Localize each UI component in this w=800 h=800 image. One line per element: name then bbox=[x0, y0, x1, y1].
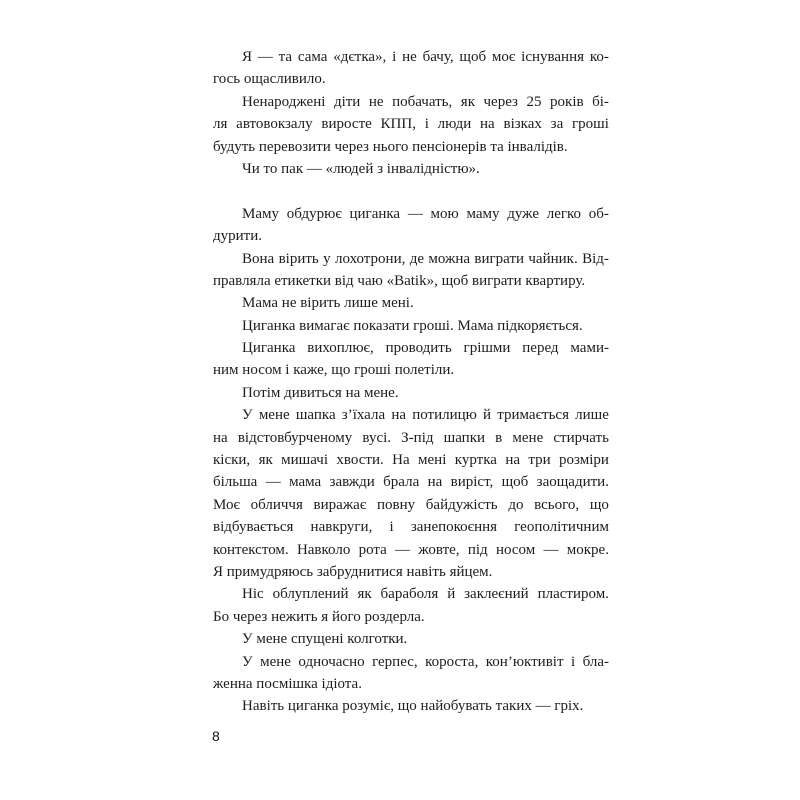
word: виражає bbox=[313, 496, 367, 513]
text-line: будуть перевозити через нього пенсіонерів та інвалідів. bbox=[213, 138, 568, 155]
word: герпес, bbox=[372, 653, 418, 670]
word: ля bbox=[213, 116, 228, 133]
text-line bbox=[213, 404, 609, 426]
word: мене bbox=[258, 407, 290, 424]
word: на bbox=[505, 452, 520, 469]
word: проводить bbox=[385, 340, 452, 357]
paragraph bbox=[213, 651, 609, 696]
paragraph bbox=[213, 46, 609, 91]
text-line bbox=[213, 583, 609, 605]
word: візках bbox=[503, 116, 542, 133]
text-line bbox=[213, 46, 609, 68]
word: що bbox=[589, 496, 609, 513]
word: обличчя bbox=[250, 496, 303, 513]
word: шапки bbox=[443, 429, 486, 446]
word: стирчать bbox=[553, 429, 609, 446]
word: розміри bbox=[559, 452, 609, 469]
word: лише bbox=[575, 407, 609, 424]
word: з’їхала bbox=[341, 407, 386, 424]
word: Циганка bbox=[242, 340, 296, 357]
word: у bbox=[323, 250, 331, 267]
word: автовокзалу bbox=[236, 116, 313, 133]
word: відбувається bbox=[213, 519, 294, 536]
word: — bbox=[257, 49, 273, 65]
word: Я bbox=[242, 49, 253, 65]
text-line: женна посмішка ідіота. bbox=[213, 675, 362, 692]
word: мене bbox=[512, 429, 544, 446]
paragraph bbox=[213, 292, 609, 314]
word: виграти bbox=[474, 250, 525, 267]
text-line bbox=[213, 539, 609, 561]
text-line bbox=[213, 427, 609, 449]
text-block bbox=[213, 46, 609, 718]
word: куртка bbox=[454, 452, 497, 469]
text-line bbox=[213, 248, 609, 270]
word: бараболя bbox=[380, 586, 439, 603]
word: бі- bbox=[592, 93, 609, 110]
word: короста, bbox=[425, 653, 479, 670]
word: бачу, bbox=[422, 49, 454, 65]
word: тримається bbox=[497, 407, 569, 424]
word: завжди bbox=[329, 474, 375, 491]
word: бла- bbox=[582, 653, 609, 670]
word: діти bbox=[333, 93, 361, 110]
word: кіски, bbox=[213, 452, 251, 469]
paragraph bbox=[213, 628, 609, 650]
word: «дєтка», bbox=[333, 49, 387, 65]
word: люди bbox=[437, 116, 472, 133]
word: носом bbox=[495, 541, 536, 558]
paragraph bbox=[213, 203, 609, 248]
word: дуже bbox=[507, 205, 539, 222]
word: заощадити. bbox=[536, 474, 609, 491]
word: чайник. bbox=[528, 250, 578, 267]
paragraph bbox=[213, 337, 609, 382]
word: брала bbox=[383, 474, 420, 491]
word: облуплений bbox=[272, 586, 349, 603]
text-line: гось ощасливило. bbox=[213, 71, 326, 88]
word: і bbox=[389, 519, 394, 536]
word: на bbox=[213, 429, 228, 446]
word: повну bbox=[376, 496, 416, 513]
word: обдурює bbox=[286, 205, 342, 222]
word: мама bbox=[289, 474, 322, 491]
word: циганка bbox=[349, 205, 401, 222]
word: На bbox=[392, 452, 410, 469]
word: моє bbox=[491, 49, 516, 65]
word: виросте bbox=[321, 116, 372, 133]
word: грішми bbox=[463, 340, 511, 357]
word: Від- bbox=[582, 250, 609, 267]
word: як bbox=[460, 93, 475, 110]
paragraph bbox=[213, 583, 609, 628]
word: і bbox=[424, 116, 429, 133]
paragraph bbox=[213, 315, 609, 337]
word: пластиром. bbox=[537, 586, 609, 603]
word: під bbox=[467, 541, 488, 558]
word: виріст, bbox=[450, 474, 494, 491]
text-line: У мене спущені колготки. bbox=[242, 631, 408, 648]
word: У bbox=[242, 407, 253, 424]
word: мою bbox=[430, 205, 459, 222]
word: мене bbox=[260, 653, 291, 670]
word: геополітичним bbox=[514, 519, 609, 536]
word: — bbox=[407, 205, 423, 222]
word: в bbox=[495, 429, 503, 446]
word: Маму bbox=[242, 205, 279, 222]
word: шапка bbox=[295, 407, 336, 424]
text-section bbox=[213, 46, 609, 180]
word: мені bbox=[418, 452, 447, 469]
text-line: ним носом і каже, що гроші полетіли. bbox=[213, 362, 455, 379]
word: Моє bbox=[213, 496, 240, 513]
text-line: Мама не вірить лише мені. bbox=[242, 295, 414, 312]
text-line: Потім дивиться на мене. bbox=[242, 384, 399, 401]
word: сама bbox=[297, 49, 328, 65]
word: й bbox=[447, 586, 456, 603]
word: ко- bbox=[589, 49, 609, 65]
word: об- bbox=[588, 205, 609, 222]
paragraph bbox=[213, 404, 609, 583]
word: хвости. bbox=[336, 452, 384, 469]
word: — bbox=[395, 541, 411, 558]
word: Ненароджені bbox=[242, 93, 326, 110]
word: одночасно bbox=[298, 653, 365, 670]
word: мишачі bbox=[281, 452, 328, 469]
word: всього, bbox=[534, 496, 580, 513]
word: маму bbox=[466, 205, 500, 222]
word: на bbox=[480, 116, 495, 133]
word: Вона bbox=[242, 250, 275, 267]
text-line: Чи то пак — «людей з інвалідністю». bbox=[242, 160, 480, 177]
word: не bbox=[368, 93, 384, 110]
word: на bbox=[391, 407, 406, 424]
paragraph bbox=[213, 248, 609, 293]
paragraph bbox=[213, 695, 609, 717]
word: У bbox=[242, 653, 253, 670]
word: через bbox=[483, 93, 518, 110]
text-line: Навіть циганка розуміє, що найобувать таких — гріх. bbox=[242, 698, 584, 715]
word: жовте, bbox=[418, 541, 460, 558]
word: навкруги, bbox=[310, 519, 373, 536]
page-number: 8 bbox=[212, 728, 220, 744]
word: щоб bbox=[501, 474, 529, 491]
word: 25 bbox=[526, 93, 542, 110]
text-line: дурити. bbox=[213, 228, 262, 245]
word: вірить bbox=[278, 250, 319, 267]
text-line bbox=[213, 516, 609, 538]
text-line: Я примудряюсь забруднитися навіть яйцем. bbox=[213, 563, 493, 580]
word: на bbox=[427, 474, 443, 491]
text-line bbox=[213, 471, 609, 493]
text-line: правляла етикетки від чаю «Batik», щоб виграти квартиру. bbox=[213, 272, 586, 289]
word: вихоплює, bbox=[307, 340, 374, 357]
word: контекстом. bbox=[213, 541, 289, 558]
word: за bbox=[550, 116, 564, 133]
word: заклеєний bbox=[464, 586, 529, 603]
text-section bbox=[213, 203, 609, 718]
text-line bbox=[213, 651, 609, 673]
text-line bbox=[213, 449, 609, 471]
text-line bbox=[213, 494, 609, 516]
word: гроші bbox=[572, 116, 609, 133]
word: легко bbox=[546, 205, 582, 222]
word: побачать, bbox=[392, 93, 453, 110]
paragraph bbox=[213, 158, 609, 180]
word: — bbox=[543, 541, 559, 558]
word: байдужість bbox=[425, 496, 498, 513]
word: до bbox=[508, 496, 524, 513]
word: мокре. bbox=[566, 541, 609, 558]
word: три bbox=[528, 452, 551, 469]
word: і bbox=[392, 49, 397, 65]
word: рота bbox=[358, 541, 387, 558]
word: не bbox=[402, 49, 417, 65]
word: років bbox=[550, 93, 584, 110]
text-line: Бо через нежить я його роздерла. bbox=[213, 608, 425, 625]
text-line bbox=[213, 91, 609, 113]
word: де bbox=[409, 250, 425, 267]
word: занепокоєння bbox=[410, 519, 498, 536]
word: З-під bbox=[401, 429, 434, 446]
word: можна bbox=[428, 250, 471, 267]
word: Навколо bbox=[296, 541, 351, 558]
word: КПП, bbox=[380, 116, 416, 133]
word: більша bbox=[213, 474, 258, 491]
word: як bbox=[357, 586, 372, 603]
word: як bbox=[258, 452, 273, 469]
paragraph bbox=[213, 382, 609, 404]
word: вусі. bbox=[362, 429, 392, 446]
word: й bbox=[483, 407, 492, 424]
word: мами- bbox=[570, 340, 609, 357]
word: кон’юктивіт bbox=[485, 653, 564, 670]
text-line bbox=[213, 113, 609, 135]
word: щоб bbox=[459, 49, 487, 65]
word: лохотрони, bbox=[334, 250, 406, 267]
word: і bbox=[570, 653, 576, 670]
word: Ніс bbox=[242, 586, 264, 603]
word: потилицю bbox=[412, 407, 477, 424]
paragraph bbox=[213, 91, 609, 158]
text-line: Циганка вимагає показати гроші. Мама підкоряється. bbox=[242, 317, 583, 334]
text-line bbox=[213, 203, 609, 225]
word: та bbox=[278, 49, 293, 65]
word: — bbox=[265, 474, 281, 491]
word: існування bbox=[521, 49, 585, 65]
text-line bbox=[213, 337, 609, 359]
word: відстовбурченому bbox=[237, 429, 353, 446]
word: перед bbox=[522, 340, 559, 357]
